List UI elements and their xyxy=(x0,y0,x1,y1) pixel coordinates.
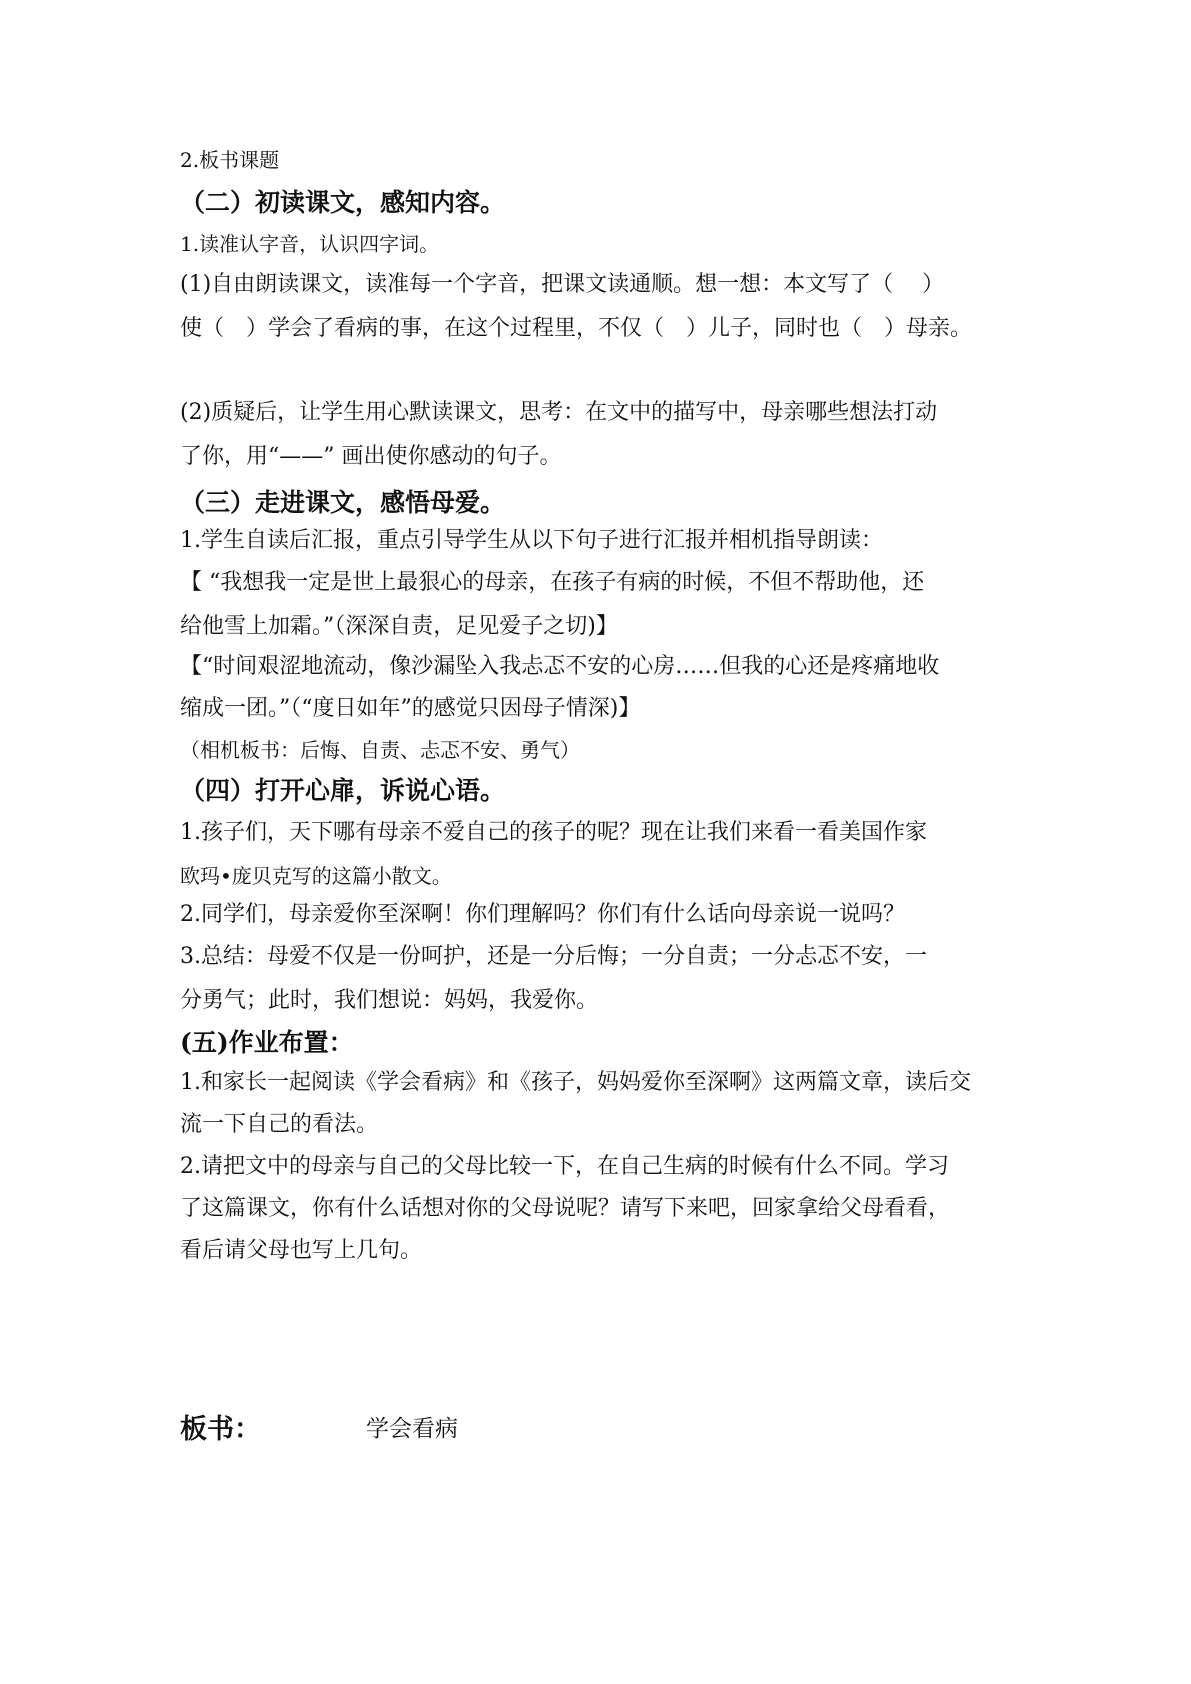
text-line: 1.读准认字音，认识四字词。 xyxy=(180,232,440,256)
section-heading-3: （三）走进课文，感悟母爱。 xyxy=(180,488,506,517)
text-line: （相机板书：后悔、自责、忐忑不安、勇气） xyxy=(180,738,580,762)
board-label: 板书： xyxy=(180,1414,261,1445)
text-line: 缩成一团。”（“度日如年”的感觉只因母子情深)】 xyxy=(180,696,641,721)
text-line: 【 “我想我一定是世上最狠心的母亲，在孩子有病的时候，不但不帮助他，还 xyxy=(180,570,925,595)
text-line: 看后请父母也写上几句。 xyxy=(180,1238,423,1263)
text-line: 2.请把文中的母亲与自己的父母比较一下，在自己生病的时候有什么不同。学习 xyxy=(180,1154,949,1179)
text-line: 分勇气；此时，我们想说：妈妈，我爱你。 xyxy=(180,988,599,1013)
text-line: 给他雪上加霜。”（深深自责，足见爱子之切)】 xyxy=(180,614,618,639)
text-line: 1.和家长一起阅读《学会看病》和《孩子，妈妈爱你至深啊》这两篇文章，读后交 xyxy=(180,1070,971,1095)
text-line: 1.孩子们，天下哪有母亲不爱自己的孩子的呢？现在让我们来看一看美国作家 xyxy=(180,820,927,845)
text-line: 欧玛•庞贝克写的这篇小散文。 xyxy=(180,864,452,888)
section-heading-2: （二）初读课文，感知内容。 xyxy=(180,188,506,217)
text-line: 3.总结：母爱不仅是一份呵护，还是一分后悔；一分自责；一分忐忑不安，一 xyxy=(180,944,927,969)
text-line-board-topic: 2.板书课题 xyxy=(180,148,280,172)
text-line: 流一下自己的看法。 xyxy=(180,1112,379,1137)
text-line: (1)自由朗读课文，读准每一个字音，把课文读通顺。想一想：本文写了（ ） xyxy=(180,272,945,297)
text-line: 1.学生自读后汇报，重点引导学生从以下句子进行汇报并相机指导朗读： xyxy=(180,528,883,553)
text-line: (2)质疑后，让学生用心默读课文，思考：在文中的描写中，母亲哪些想法打动 xyxy=(180,400,938,425)
text-line: 【“时间艰涩地流动，像沙漏坠入我忐忑不安的心房……但我的心还是疼痛地收 xyxy=(180,654,940,679)
text-line: 使（ ）学会了看病的事，在这个过程里，不仅（ ）儿子，同时也（ ）母亲。 xyxy=(180,316,973,341)
section-heading-4: （四）打开心扉，诉说心语。 xyxy=(180,776,506,805)
section-heading-5: (五)作业布置： xyxy=(180,1028,354,1057)
text-line: 2.同学们，母亲爱你至深啊！你们理解吗？你们有什么话向母亲说一说吗？ xyxy=(180,902,905,927)
text-line: 了这篇课文，你有什么话想对你的父母说呢？请写下来吧，回家拿给父母看看， xyxy=(180,1196,951,1221)
board-title: 学会看病 xyxy=(366,1416,458,1442)
text-line: 了你，用“——” 画出使你感动的句子。 xyxy=(180,444,562,469)
